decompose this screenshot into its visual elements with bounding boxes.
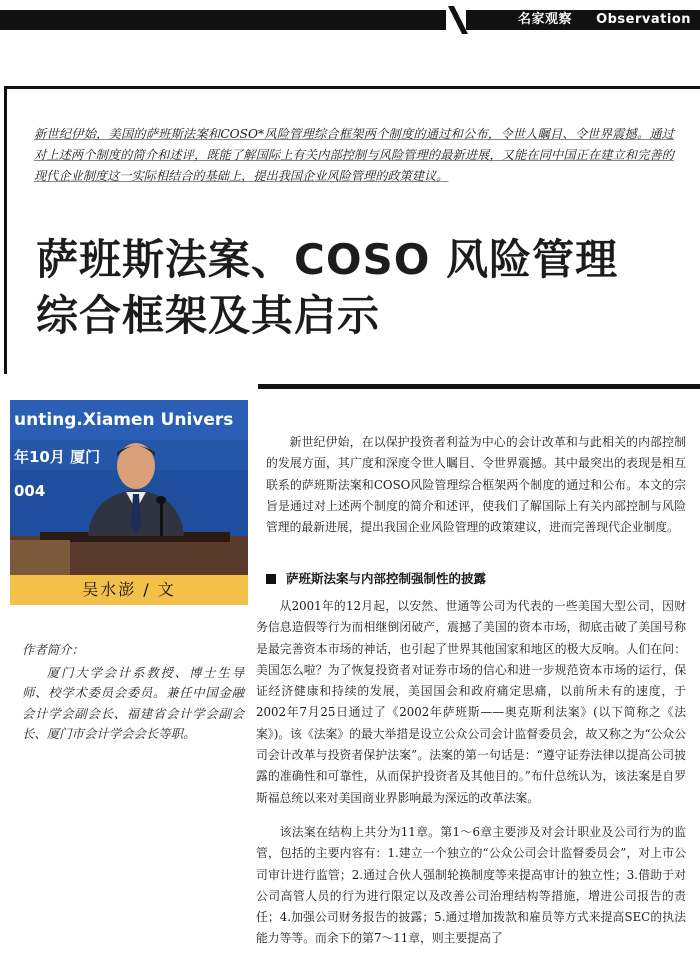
frame-left-rule (4, 86, 7, 374)
photo-fragment-text: 004 (14, 482, 46, 500)
abstract: 新世纪伊始，美国的萨班斯法案和COSO*风险管理综合框架两个制度的通过和公布，令世人瞩目、令世界震撼。通过对上述两个制度的简介和述评，既能了解国际上有关内部控制与风险管理的最新进展，又能在同中国正在建立和完善的现代企业制度这一实际相结合的基础上，提出我国企业风险管理的政策建议。 (34, 127, 674, 183)
author-byline: 吴水澎 / 文 (10, 575, 248, 605)
body-paragraph-2: 该法案在结构上共分为11章。第1～6章主要涉及对会计职业及公司行为的监管，包括的主要内容有：1.建立一个独立的“公众公司会计监督委员会”，对上市公司审计进行监管；2.通过合伙人强制轮换制度等来提高审计的独立性；3.借助于对公司高管人员的行为进行限定以及改善公司治理结构等措施，增进公司报告的责任；4.加强公司财务报告的披露；5.通过增加拨款和雇员等方式来提高SEC的执法能力等等。而余下的第7～11章，则主要提高了 (256, 825, 686, 946)
author-photo (10, 400, 248, 605)
section-square-icon (266, 574, 276, 584)
column-title-en: Observation (596, 12, 692, 27)
article-title (36, 232, 696, 344)
frame-bottom-rule (258, 384, 700, 389)
section-heading (266, 569, 686, 587)
author-bio-text: 厦门大学会计系教授、博士生导师、校学术委员会委员。兼任中国金融会计学会副会长、福建省会计学会副会长、厦门市会计学会会长等职。 (22, 664, 244, 741)
author-bio (22, 640, 244, 745)
title-line-1: 萨班斯法案、COSO 风险管理 (36, 235, 619, 284)
column-header (466, 10, 700, 30)
header-bar (0, 10, 446, 30)
photo-banner-text: unting.Xiamen Univers (10, 400, 248, 440)
intro-paragraph: 新世纪伊始，在以保护投资者利益为中心的会计改革和与此相关的内部控制的发展方面，其广度和深度令世人瞩目、令世界震撼。其中最突出的表现是相互联系的萨班斯法案和COSO风险管理综合框架两个制度的通过和公布。本文的宗旨是通过对上述两个制度的简介和述评，使我们了解国际上有关内部控制与风险管理的最新进展，提出我国企业风险管理的政策建议，进而完善现代企业制度。 (266, 435, 686, 535)
title-line-2: 综合框架及其启示 (36, 291, 381, 340)
photo-year-text: 年10月 厦门 (14, 448, 101, 466)
section-heading-text: 萨班斯法案与内部控制强制性的披露 (286, 571, 487, 586)
body-paragraph-1: 从2001年的12月起，以安然、世通等公司为代表的一些美国大型公司，因财务信息造假等行为而相继倒闭破产，震撼了美国的资本市场，彻底击破了美国号称是最完善资本市场的神话，也引起了世界其他国家和地区的极大反响。人们在问：美国怎么啦？为了恢复投资者对证券市场的信心和进一步规范资本市场的运行，保证经济健康和持续的发展，美国国会和政府痛定思痛，以前所未有的速度，于2002年7月25日通过了《2002年萨班斯——奥克斯利法案》(以下简称之《法案》)。该《法案》的最大举措是设立公众公司会计监督委员会，故又称之为“公众公司会计改革与投资者保护法案”。法案的第一句话是：“遵守证券法律以提高公司披露的准确性和可靠性，从而保护投资者及其他目的。”布什总统认为，该法案是自罗斯福总统以来对美国商业界影响最为深远的改革法案。 (256, 599, 686, 805)
author-bio-heading: 作者简介： (22, 642, 84, 657)
frame-top-rule (4, 86, 700, 89)
column-title: 名家观察 (518, 12, 573, 27)
